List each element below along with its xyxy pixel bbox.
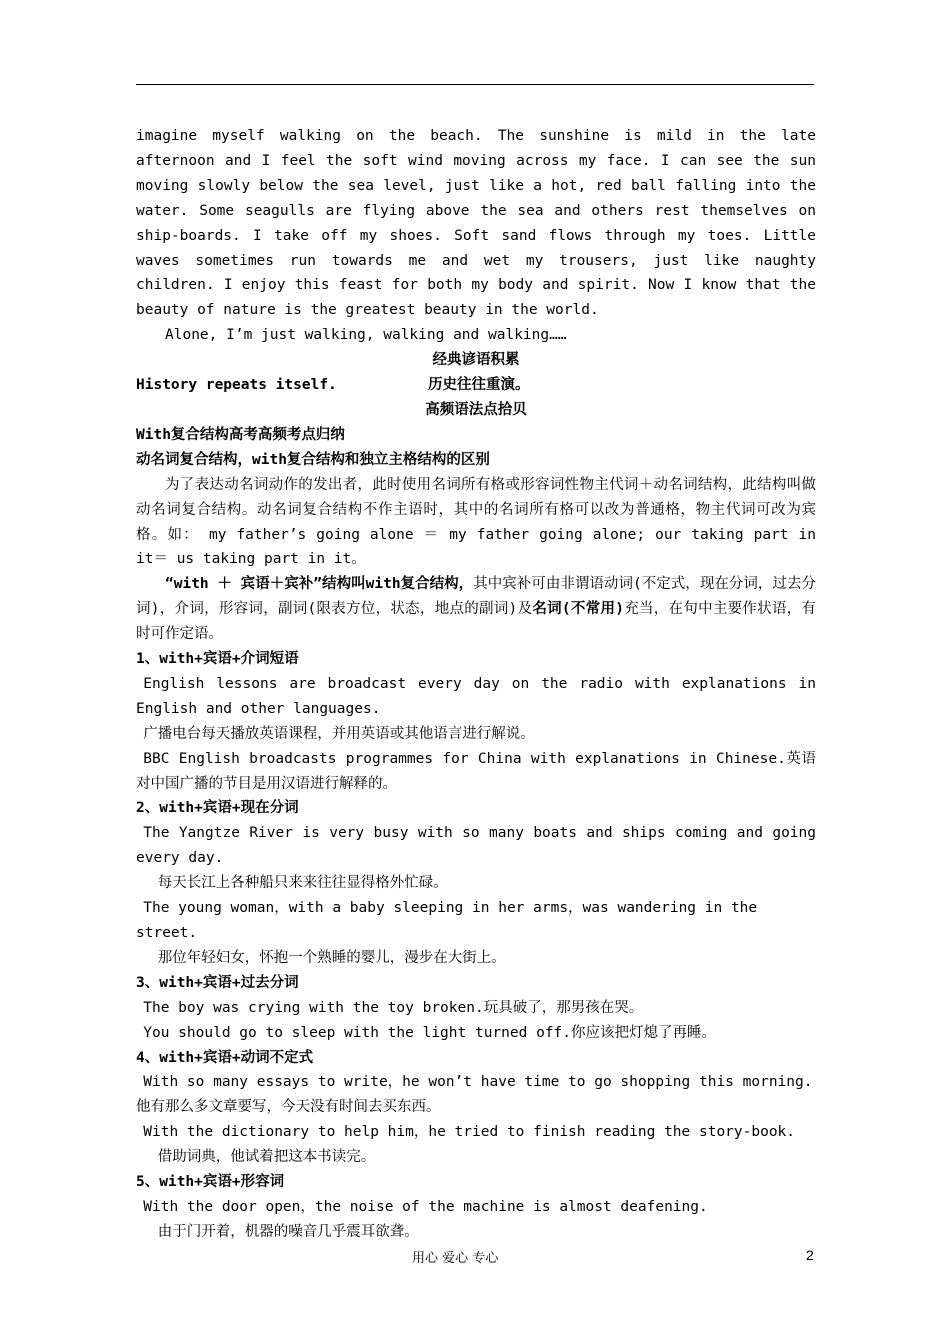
rule-1-example-1-en: English lessons are broadcast every day on the radio with explanations in English and other languages. (136, 675, 816, 717)
grammar-title-2: 动名词复合结构，with复合结构和独立主格结构的区别 (136, 451, 490, 468)
rule-3-heading: 3、with+宾语+过去分词 (136, 974, 299, 991)
rule-4-heading: 4、with+宾语+动词不定式 (136, 1049, 314, 1066)
intro2-end: 充当，在句中主要作状语，有时可作定语。 (136, 601, 817, 643)
grammar-intro-1: 为了表达动名词动作的发出者，此时使用名词所有格或形容词性物主代词＋动名词结构，此结构叫做动名词复合结构。动名词复合结构不作主语时，其中的名词所有格可以改为普通格，物主代词可改为宾格。如： my father’s going alone ＝ my father going alone; our taking part in it＝ us taking part in it。 (136, 476, 816, 568)
rule-2-example-2-cn: 那位年轻妇女，怀抱一个熟睡的婴儿，漫步在大街上。 (157, 949, 506, 966)
rule-4-example-1-cn: 他有那么多文章要写，今天没有时间去买东西。 (136, 1099, 441, 1116)
page-content (136, 124, 816, 1245)
rule-3-example-1: The boy was crying with the toy broken.玩具破了，那男孩在哭。 (143, 999, 644, 1016)
rule-2-example-2-en: The young woman，with a baby sleeping in her arms，was wandering in the street. (136, 900, 758, 941)
header-rule (136, 84, 814, 85)
rule-2-example-1-en: The Yangtze River is very busy with so many boats and ships coming and going every day. (136, 825, 816, 867)
grammar-intro-2 (136, 572, 816, 647)
rule-5-example-1-en: With the door open，the noise of the machine is almost deafening. (143, 1198, 708, 1215)
proverb-heading: 经典谚语积累 (432, 352, 520, 369)
proverb-chinese: 历史往往重演。 (428, 377, 530, 394)
rule-1-example-2: BBC English broadcasts programmes for China with explanations in Chinese.英语对中国广播的节目是用汉语进行解释的。 (136, 750, 816, 792)
intro2-bold: “with ＋ 宾语＋宾补”结构叫with复合结构， (165, 576, 474, 593)
proverb-english: History repeats itself. (136, 377, 337, 394)
rule-4-example-1-en: With so many essays to write，he won’t have time to go shopping this morning. (143, 1074, 813, 1091)
page-number: 2 (806, 1247, 814, 1263)
rule-1-heading: 1、with+宾语+介词短语 (136, 651, 299, 668)
essay-closing: Alone, I’m just walking, walking and walking…… (165, 327, 567, 344)
rule-4-example-2-en: With the dictionary to help him，he tried to finish reading the story-book. (143, 1124, 796, 1141)
rule-2-example-1-cn: 每天长江上各种船只来来往往显得格外忙碌。 (157, 875, 448, 892)
proverb-row (136, 373, 816, 398)
rule-5-heading: 5、with+宾语+形容词 (136, 1174, 285, 1191)
intro2-bold-2: 名词(不常用) (532, 601, 624, 618)
grammar-heading: 高频语法点拾贝 (425, 401, 527, 418)
footer-motto: 用心 爱心 专心 (412, 1251, 499, 1266)
grammar-title-1: With复合结构高考高频考点归纳 (136, 426, 345, 443)
rule-2-heading: 2、with+宾语+现在分词 (136, 800, 299, 817)
rule-1-example-1-cn: 广播电台每天播放英语课程，并用英语或其他语言进行解说。 (143, 725, 535, 742)
rule-3-example-2: You should go to sleep with the light turned off.你应该把灯熄了再睡。 (143, 1024, 717, 1041)
intro2-mid: 其中宾补可由非谓语动词(不定式，现在分词，过去分词)，介词，形容词，副词(限表方位，状态，地点的副词)及 (136, 576, 816, 618)
rule-5-example-1-cn: 由于门开着，机器的噪音几乎震耳欲聋。 (157, 1223, 419, 1240)
essay-paragraph: imagine myself walking on the beach. The sunshine is mild in the late afternoon and I feel the soft wind moving across my face. I can see the sun moving slowly below the sea level, just like a hot, red ball falling into the water. Some seagulls are flying above the sea and others rest themselves on ship-boards. I take off my shoes. Soft sand flows through my toes. Little waves sometimes run towards me and wet my trousers, just like naughty children. I enjoy this feast for both my body and spirit. Now I know that the beauty of nature is the greatest beauty in the world. (136, 128, 816, 319)
rule-4-example-2-cn: 借助词典，他试着把这本书读完。 (157, 1149, 376, 1166)
